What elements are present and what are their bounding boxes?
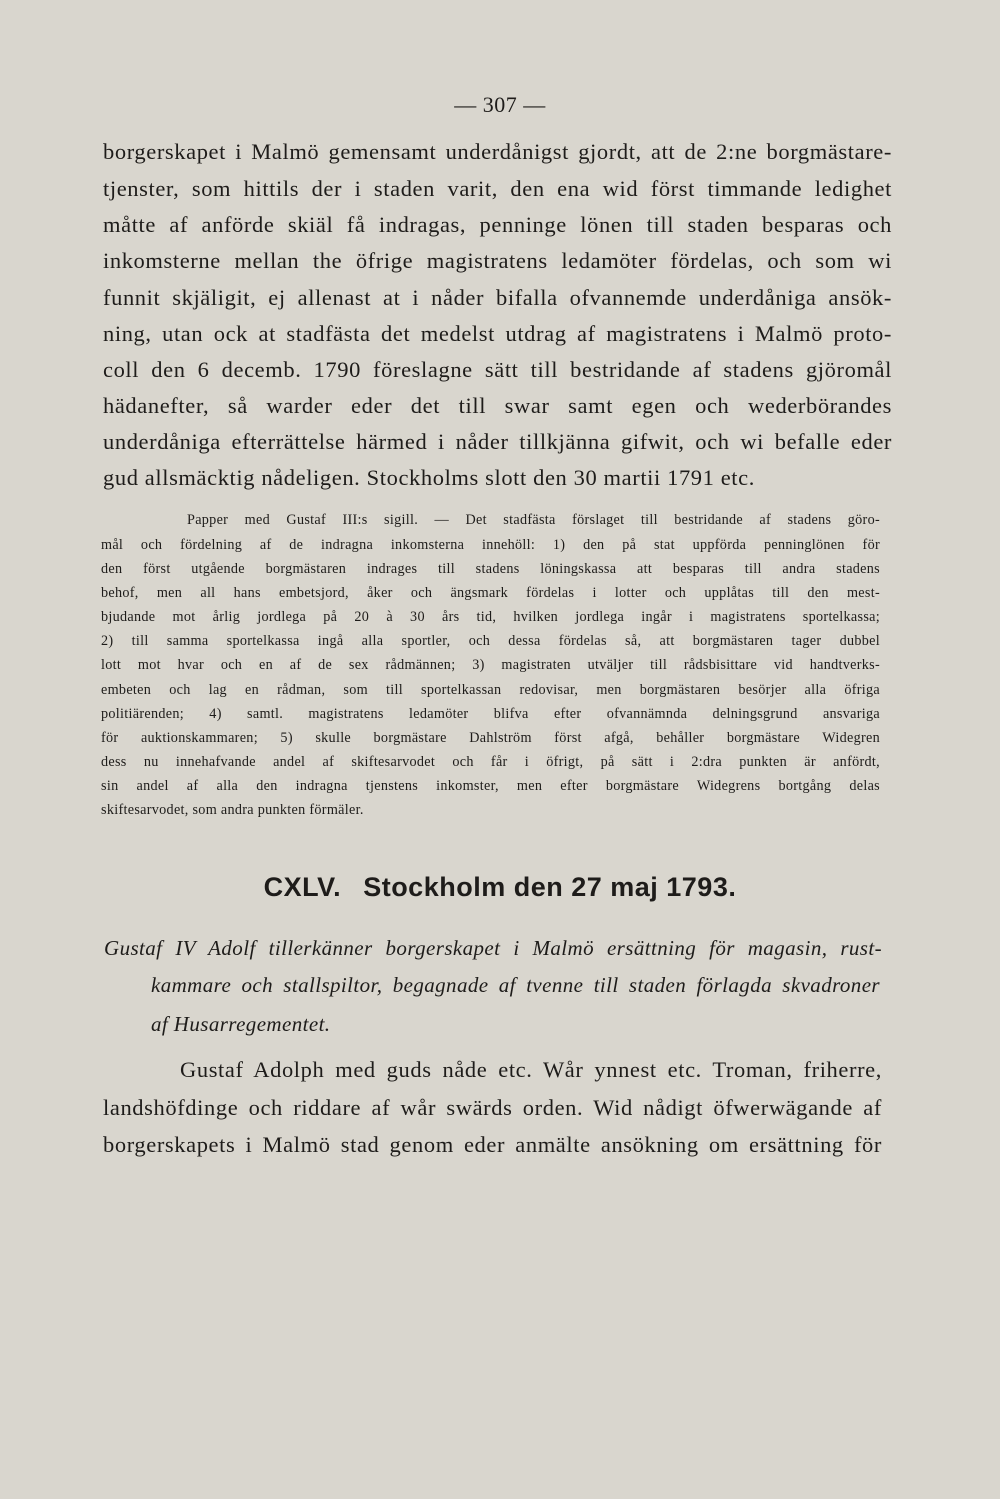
footnote-line: 2) till samma sportelkassa ingå alla sportler, och dessa fördelas så, att borgmästaren tager dubbel — [101, 633, 880, 649]
letter-text-line: landshöfdinge och riddare af wår swärds orden. Wid nådigt öfwerwägande af — [103, 1095, 882, 1120]
main-text-line: hädanefter, så warder eder det till swar samt egen och wederbörandes — [103, 393, 892, 418]
footnote-line: embeten och lag en rådman, som till sportelkassan redovisar, men borgmästaren besörjer alla öfriga — [101, 682, 880, 698]
main-text-line: måtte af anförde skiäl få indragas, penninge lönen till staden besparas och — [103, 212, 892, 237]
document-title: Stockholm den 27 maj 1793. — [363, 872, 737, 902]
footnote-line: bjudande mot årlig jordlega på 20 à 30 års tid, hvilken jordlega ingår i magistratens sportelkassa; — [101, 609, 880, 625]
footnote-line: behof, men all hans embetsjord, åker och ängsmark fördelas i lotter och upplåtas till den mest- — [101, 585, 880, 601]
footnote-line: lott mot hvar och en af de sex rådmännen; 3) magistraten utväljer till rådsbisittare vid handtverks- — [101, 657, 880, 673]
footnote-line: mål och fördelning af de indragna inkomsterna innehöll: 1) den på stat uppförda penninglönen för — [101, 537, 880, 553]
summary-line: af Husarregementet. — [151, 1012, 331, 1036]
footnote-line: politiärenden; 4) samtl. magistratens ledamöter blifva efter ofvannämnda delningsgrund ansvariga — [101, 706, 880, 722]
footnote-line: sin andel af alla den indragna tjenstens inkomster, men efter borgmästare Widegrens bortgång delas — [101, 778, 880, 794]
letter-text-line: borgerskapets i Malmö stad genom eder anmälte ansökning om ersättning för — [103, 1132, 882, 1157]
main-text-line: funnit skjäligit, ej allenast at i nåder bifalla ofvannemde underdåniga ansök- — [103, 285, 892, 310]
main-text-line: tjenster, som hittils der i staden varit, den ena wid först timmande ledighet — [103, 176, 892, 201]
page-number: — 307 — — [454, 92, 546, 117]
footnote-line: dess nu innehafvande andel af skiftesarvodet och får i öfrigt, på sätt i 2:dra punkten är anfördt, — [101, 754, 880, 770]
main-text-line: gud allsmäcktig nådeligen. Stockholms slott den 30 martii 1791 etc. — [103, 465, 755, 490]
summary-line: kammare och stallspiltor, begagnade af tvenne till staden förlagda skvadroner — [151, 973, 880, 997]
main-text-line: coll den 6 decemb. 1790 föreslagne sätt till bestridande af stadens gjöromål — [103, 357, 892, 382]
document-number: CXLV. — [263, 872, 342, 902]
footnote-line: skiftesarvodet, som andra punkten förmäler. — [101, 802, 364, 818]
main-text-line: ning, utan ock at stadfästa det medelst utdrag af magistratens i Malmö proto- — [103, 321, 892, 346]
footnote-line: Papper med Gustaf III:s sigill. — Det stadfästa förslaget till bestridande af stadens göro- — [187, 512, 880, 528]
summary-line: Gustaf IV Adolf tillerkänner borgerskapet i Malmö ersättning för magasin, rust- — [104, 936, 882, 960]
footnote-line: för auktionskammaren; 5) skulle borgmästare Dahlström först afgå, behåller borgmästare Widegren — [101, 730, 880, 746]
letter-text-line: Gustaf Adolph med guds nåde etc. Wår ynnest etc. Troman, friherre, — [180, 1057, 882, 1082]
document-heading — [0, 872, 1000, 903]
main-text-line: underdåniga efterrättelse härmed i nåder tillkjänna gifwit, och wi befalle eder — [103, 429, 892, 454]
main-text-line: inkomsterne mellan the öfrige magistratens ledamöter fördelas, och som wi — [103, 248, 892, 273]
footnote-line: den först utgående borgmästaren indrages till stadens löningskassa att besparas till andra stadens — [101, 561, 880, 577]
main-text-line: borgerskapet i Malmö gemensamt underdånigst gjordt, att de 2:ne borgmästare- — [103, 139, 892, 164]
